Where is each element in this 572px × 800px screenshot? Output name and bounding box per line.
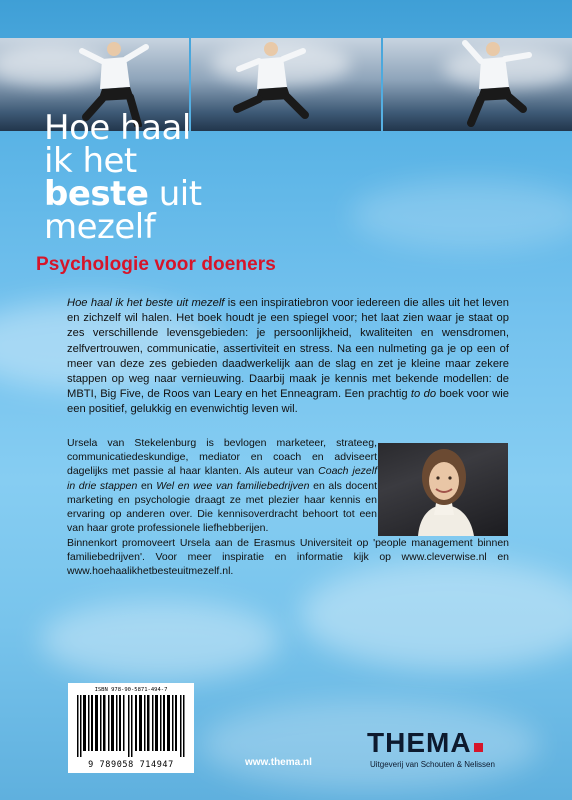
author-book-title: Wel en wee van familiebedrijven bbox=[156, 479, 310, 492]
book-subtitle: Psychologie voor doeners bbox=[36, 254, 276, 275]
jumping-woman-figure bbox=[231, 39, 311, 127]
author-bio-continued: Binnenkort promoveert Ursela aan de Erasmus Universiteit op 'people management binnen familiebedrijven'. Voor meer inspiratie en informatie kijk op www.cleverwise.nl en www.hoehaalikhetbesteuitmezelf.nl. bbox=[67, 537, 509, 578]
author-bio-text: en als docent marketing en psychologie draagt ze met plezier haar kennis en ervaring op anderen over. Die kennisoverdracht behoort tot een van haar grote professionele liefhebberijen. bbox=[67, 479, 377, 535]
jumping-woman-photo bbox=[191, 38, 380, 131]
author-portrait-illustration bbox=[378, 443, 508, 536]
jumping-woman-figure bbox=[453, 39, 533, 127]
author-bio bbox=[67, 436, 377, 535]
isbn-barcode bbox=[68, 683, 194, 773]
publisher-name: THEMA bbox=[367, 727, 472, 758]
barcode-bars bbox=[77, 695, 185, 757]
title-line-rest: uit bbox=[148, 174, 202, 214]
book-title bbox=[44, 108, 202, 247]
title-bold-word: beste bbox=[44, 174, 149, 214]
isbn-digits: 9 789058 714947 bbox=[88, 760, 174, 770]
author-bio-text: en bbox=[137, 479, 157, 492]
cloud bbox=[40, 600, 280, 680]
publisher-tagline: Uitgeverij van Schouten & Nelissen bbox=[370, 760, 495, 769]
author-portrait-photo bbox=[378, 443, 508, 536]
title-line: mezelf bbox=[44, 207, 156, 247]
author-book-title: Coach jezelf in drie stappen bbox=[67, 465, 378, 492]
publisher-logo bbox=[367, 727, 483, 759]
author-bio-text: Ursela van Stekelenburg is bevlogen marketeer, strateeg, communicatiedeskundige, mediator en coach en adviseert dagelijks met passie al haar klanten. Als auteur van bbox=[67, 437, 377, 478]
logo-red-square-icon bbox=[474, 743, 483, 752]
book-description bbox=[67, 296, 509, 418]
isbn-label: ISBN 978-90-5871-494-7 bbox=[94, 687, 168, 693]
jumping-woman-photo bbox=[383, 38, 572, 131]
cloud bbox=[350, 180, 572, 250]
title-line: ik het bbox=[44, 141, 137, 181]
title-line: Hoe haal bbox=[44, 108, 191, 148]
description-text: is een inspiratiebron voor iedereen die alles uit het leven en zichzelf wil halen. Het boek houdt je een spiegel voor; het laat zien waar je staat op zes verschillende levensgebieden: je persoonlijkheid, kwaliteiten en wensdromen, zelfvertrouwen, communicatie, assertiviteit en stress. Na een nulmeting ga je op een of meer van deze zes gebieden daadwerkelijk aan de slag en zet je kleine maar zekere stappen op weg naar vernieuwing. Daarbij maak je kennis met bekende modellen: de MBTI, Big Five, de Roos van Leary en het Enneagram. Een prachtig bbox=[67, 297, 509, 401]
todo-italic: to do bbox=[410, 388, 437, 401]
publisher-website: www.thema.nl bbox=[245, 757, 312, 768]
book-title-italic: Hoe haal ik het beste uit mezelf bbox=[67, 297, 225, 309]
description-text: boek voor wie een positief, gelukkig en evenwichtig leven wil. bbox=[67, 388, 509, 416]
